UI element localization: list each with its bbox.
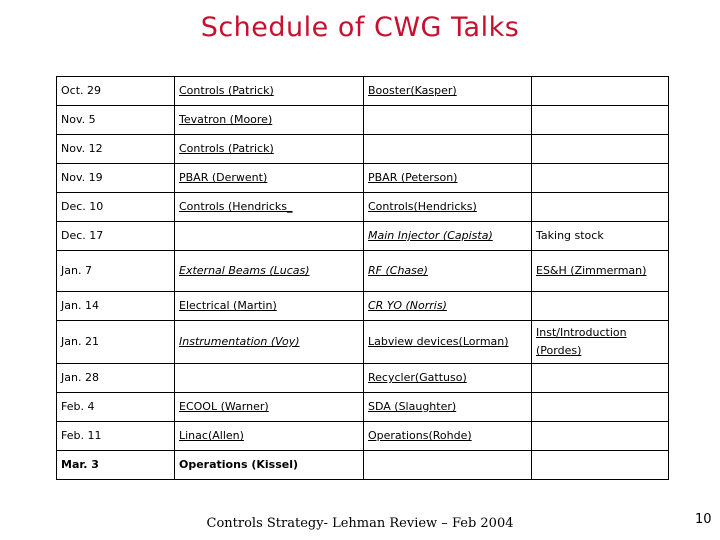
table-row [57,451,669,480]
table-row [57,364,669,393]
date-cell: Jan. 28 [57,364,175,393]
table-row [57,77,669,106]
talk-cell: RF (Chase) [364,251,532,292]
page-number: 10 [695,512,712,527]
table-row [57,321,669,364]
talk-cell [532,77,669,106]
talk-cell [532,364,669,393]
talk-cell: Taking stock [532,222,669,251]
date-cell: Nov. 5 [57,106,175,135]
talk-cell [532,393,669,422]
slide-footer: Controls Strategy- Lehman Review – Feb 2004 [206,516,514,531]
talk-cell [364,106,532,135]
talk-cell: Controls(Hendricks) [364,193,532,222]
date-cell: Feb. 4 [57,393,175,422]
table-row [57,222,669,251]
talk-cell: SDA (Slaughter) [364,393,532,422]
talk-cell [364,451,532,480]
talk-cell: ES&H (Zimmerman) [532,251,669,292]
date-cell: Jan. 7 [57,251,175,292]
talk-cell: CR YO (Norris) [364,292,532,321]
talk-cell [532,106,669,135]
table-row [57,106,669,135]
talk-cell [532,422,669,451]
table-row [57,422,669,451]
talk-cell: Electrical (Martin) [175,292,364,321]
date-cell: Nov. 19 [57,164,175,193]
table-row [57,193,669,222]
talk-cell: PBAR (Derwent) [175,164,364,193]
talk-cell [364,135,532,164]
talk-cell [532,193,669,222]
date-cell: Oct. 29 [57,77,175,106]
talk-cell: Linac(Allen) [175,422,364,451]
date-cell: Jan. 21 [57,321,175,364]
talk-cell: Tevatron (Moore) [175,106,364,135]
talk-cell: Operations(Rohde) [364,422,532,451]
talk-cell: Main Injector (Capista) [364,222,532,251]
date-cell: Mar. 3 [57,451,175,480]
talk-cell: Operations (Kissel) [175,451,364,480]
talk-cell [175,364,364,393]
talk-cell: Recycler(Gattuso) [364,364,532,393]
talk-cell: Controls (Hendricks_ [175,193,364,222]
date-cell: Feb. 11 [57,422,175,451]
table-row [57,164,669,193]
schedule-table [56,76,669,480]
talk-cell [532,135,669,164]
talk-cell: Booster(Kasper) [364,77,532,106]
talk-cell [532,292,669,321]
slide-title: Schedule of CWG Talks [200,12,520,43]
date-cell: Dec. 17 [57,222,175,251]
table-row [57,251,669,292]
date-cell: Nov. 12 [57,135,175,164]
talk-cell: Controls (Patrick) [175,135,364,164]
talk-cell: Controls (Patrick) [175,77,364,106]
talk-cell [532,451,669,480]
date-cell: Dec. 10 [57,193,175,222]
table-row [57,393,669,422]
talk-cell [175,222,364,251]
talk-cell: Instrumentation (Voy) [175,321,364,364]
talk-cell: Labview devices(Lorman) [364,321,532,364]
table-row [57,135,669,164]
talk-cell: PBAR (Peterson) [364,164,532,193]
talk-cell [532,164,669,193]
date-cell: Jan. 14 [57,292,175,321]
talk-cell: ECOOL (Warner) [175,393,364,422]
talk-cell: External Beams (Lucas) [175,251,364,292]
talk-cell: Inst/Introduction (Pordes) [532,321,669,364]
table-row [57,292,669,321]
